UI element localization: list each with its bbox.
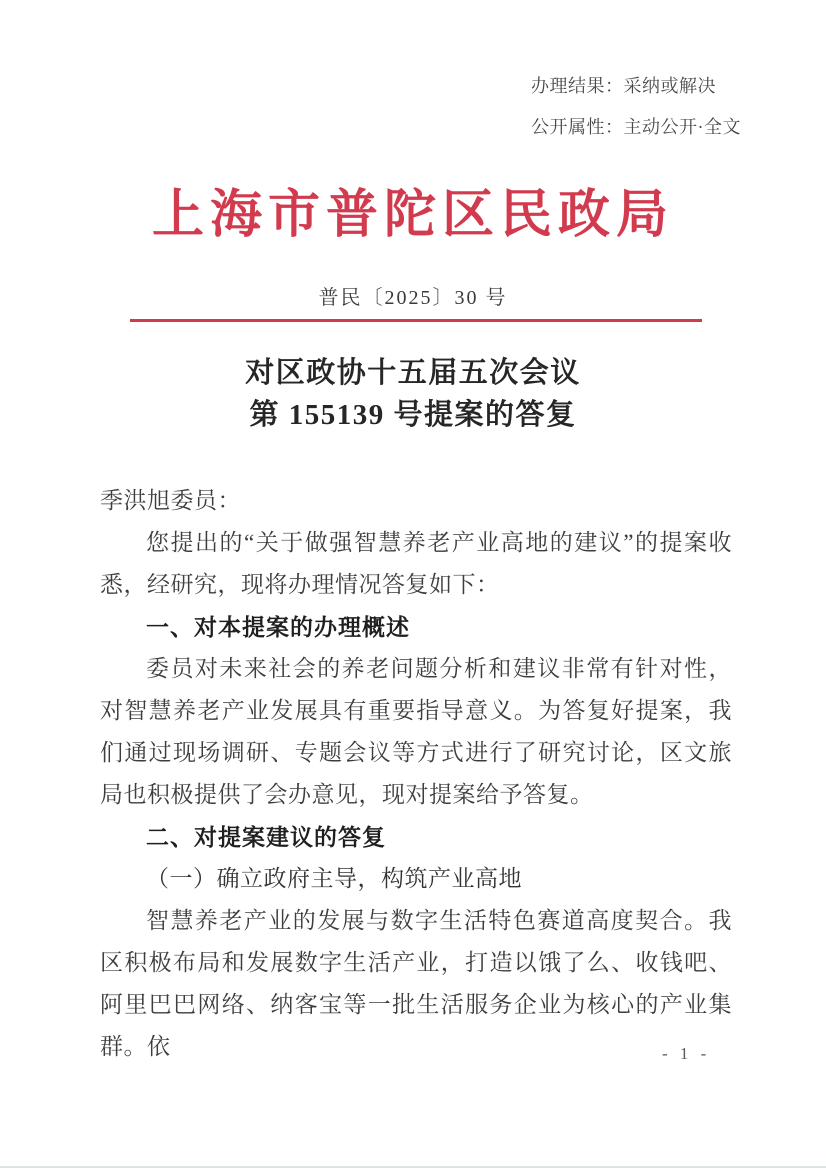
handling-result-line (531, 66, 741, 107)
publicity-value: 主动公开·全文 (623, 117, 741, 137)
red-divider-rule (130, 319, 702, 322)
section-heading: 二、对提案建议的答复 (146, 824, 386, 850)
page-number: - 1 - (662, 1044, 711, 1063)
document-body (100, 480, 732, 1068)
section-heading: 一、对本提案的办理概述 (146, 614, 410, 640)
agency-title: 上海市普陀区民政局 (151, 187, 674, 244)
publicity-label: 公开属性： (531, 117, 624, 137)
body-paragraph: 委员对未来社会的养老问题分析和建议非常有针对性，对智慧养老产业发展具有重要指导意义。为答复好提案，我们通过现场调研、专题会议等方式进行了研究讨论，区文旅局也积极提供了会办意见，现对提案给予答复。 (100, 656, 732, 807)
document-body-paragraphs (100, 522, 732, 1068)
salutation: 季洪旭委员： (100, 488, 241, 513)
handling-result-label: 办理结果： (531, 76, 624, 96)
document-title-line2: 第 155139 号提案的答复 (249, 399, 577, 431)
body-paragraph: 您提出的“关于做强智慧养老产业高地的建议”的提案收悉，经研究，现将办理情况答复如下： (100, 530, 732, 597)
document-title-line1: 对区政协十五届五次会议 (245, 357, 581, 389)
handling-result-value: 采纳或解决 (623, 76, 716, 96)
sub-section-heading: （一）确立政府主导，构筑产业高地 (146, 866, 522, 891)
document-number: 普民〔2025〕30 号 (318, 287, 508, 309)
document-title (0, 352, 826, 436)
publicity-line (531, 107, 741, 148)
body-paragraph: 智慧养老产业的发展与数字生活特色赛道高度契合。我区积极布局和发展数字生活产业，打造以饿了么、收钱吧、阿里巴巴网络、纳客宝等一批生活服务企业为核心的产业集群。依 (100, 908, 732, 1059)
header-meta (531, 66, 741, 148)
